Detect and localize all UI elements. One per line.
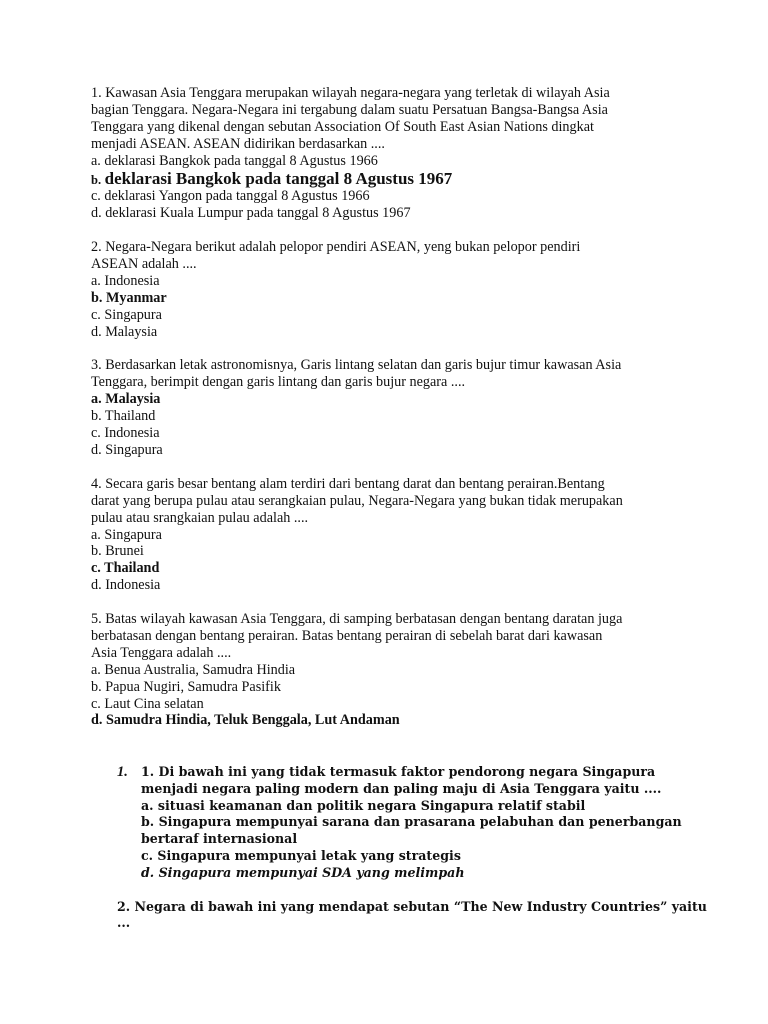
spacer	[91, 341, 691, 358]
question-text-line: 1. Kawasan Asia Tenggara merupakan wilayah negara-negara yang terletak di wilayah Asia	[91, 85, 610, 101]
question-1	[91, 85, 691, 222]
section2-question-1	[141, 764, 717, 882]
option-b-continuation: bertaraf internasional	[141, 831, 298, 847]
option-c: c. Singapura mempunyai letak yang strategis	[141, 847, 461, 863]
option-b: b. Thailand	[91, 408, 156, 425]
option-b-correct	[91, 170, 691, 189]
option-d: d. Malaysia	[91, 323, 158, 340]
option-a-correct: a. Malaysia	[91, 391, 161, 408]
option-a: a. situasi keamanan dan politik negara Singapura relatif stabil	[141, 797, 586, 813]
question-text-line: 5. Batas wilayah kawasan Asia Tenggara, di samping berbatasan dengan bentang daratan juga	[91, 611, 623, 628]
question-text-line: 2. Negara di bawah ini yang mendapat sebutan “The New Industry Countries” yaitu	[117, 898, 707, 914]
option-c: c. Singapura	[91, 306, 162, 323]
spacer	[91, 594, 691, 611]
option-a: a. deklarasi Bangkok pada tanggal 8 Agustus 1966	[91, 152, 378, 169]
question-text-line: ...	[117, 915, 131, 931]
question-text-line: berbatasan dengan bentang perairan. Batas bentang perairan di sebelah barat dari kawasan	[91, 627, 603, 644]
question-3	[91, 357, 691, 458]
option-d: d. Singapura	[91, 442, 163, 458]
option-b-text: deklarasi Bangkok pada tanggal 8 Agustus 1967	[104, 168, 453, 188]
option-a: a. Benua Australia, Samudra Hindia	[91, 661, 296, 678]
question-4	[91, 476, 691, 594]
option-d: d. deklarasi Kuala Lumpur pada tanggal 8 Agustus 1967	[91, 205, 411, 222]
question-5	[91, 611, 691, 729]
question-text-line: ASEAN adalah ....	[91, 256, 197, 273]
option-b-correct: b. Myanmar	[91, 289, 167, 306]
option-d: d. Indonesia	[91, 577, 161, 594]
option-a: a. Indonesia	[91, 272, 160, 289]
option-b: b. Papua Nugiri, Samudra Pasifik	[91, 678, 281, 695]
question-text-line: 1. Di bawah ini yang tidak termasuk faktor pendorong negara Singapura	[141, 764, 656, 779]
option-b: b. Singapura mempunyai sarana dan prasarana pelabuhan dan penerbangan	[141, 814, 682, 830]
section-two	[117, 764, 717, 932]
option-b: b. Brunei	[91, 543, 144, 560]
question-text-line: bagian Tenggara. Negara-Negara ini tergabung dalam suatu Persatuan Bangsa-Bangsa Asia	[91, 101, 608, 118]
option-c-correct: c. Thailand	[91, 560, 160, 577]
question-text-line: menjadi ASEAN. ASEAN didirikan berdasarkan ....	[91, 135, 385, 152]
option-b-prefix: b.	[91, 172, 102, 187]
list-number: 1.	[117, 764, 128, 780]
option-c: c. deklarasi Yangon pada tanggal 8 Agustus 1966	[91, 188, 370, 205]
option-a: a. Singapura	[91, 526, 162, 543]
question-text-line: Tenggara, berimpit dengan garis lintang dan garis bujur negara ....	[91, 374, 466, 391]
question-2	[91, 239, 691, 340]
option-d-correct: d. Singapura mempunyai SDA yang melimpah	[141, 864, 465, 880]
option-c: c. Laut Cina selatan	[91, 695, 204, 712]
section2-question-2	[117, 898, 707, 933]
question-text-line: pulau atau srangkaian pulau adalah ....	[91, 509, 309, 526]
question-list	[91, 85, 691, 729]
question-text-line: darat yang berupa pulau atau serangkaian pulau, Negara-Negara yang bukan tidak merupakan	[91, 492, 623, 509]
question-text-line: 3. Berdasarkan letak astronomisnya, Garis lintang selatan dan garis bujur timur kawasan Asia	[91, 357, 622, 374]
question-text-line: 4. Secara garis besar bentang alam terdiri dari bentang darat dan bentang perairan.Bentang	[91, 475, 605, 492]
question-text-line: menjadi negara paling modern dan paling maju di Asia Tenggara yaitu ....	[141, 780, 662, 796]
spacer	[91, 459, 691, 476]
option-d-correct: d. Samudra Hindia, Teluk Benggala, Lut Andaman	[91, 712, 400, 729]
option-c: c. Indonesia	[91, 425, 160, 442]
question-text-line: Tenggara yang dikenal dengan sebutan Association Of South East Asian Nations dingkat	[91, 118, 594, 135]
spacer	[91, 222, 691, 239]
question-text-line: 2. Negara-Negara berikut adalah pelopor pendiri ASEAN, yeng bukan pelopor pendiri	[91, 239, 581, 256]
question-text-line: Asia Tenggara adalah ....	[91, 644, 232, 661]
